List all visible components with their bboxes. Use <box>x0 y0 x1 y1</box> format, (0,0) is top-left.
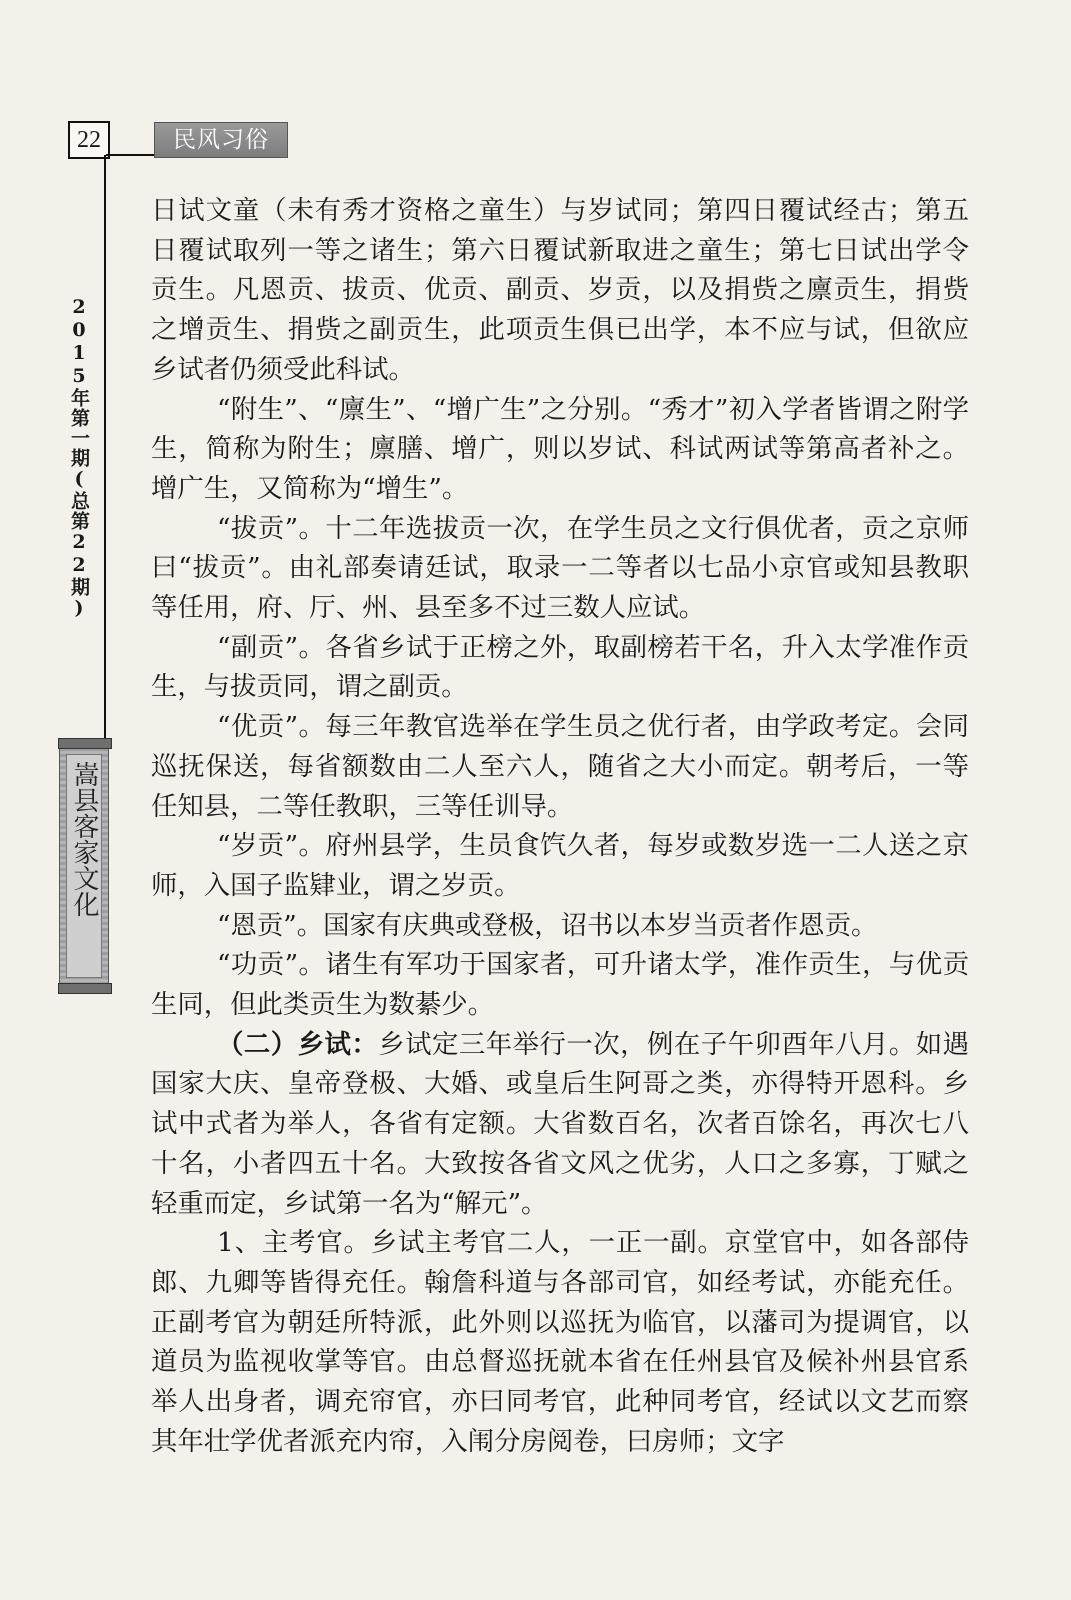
article-body <box>151 191 969 1462</box>
scroll-panel <box>66 754 102 978</box>
page-number: 22 <box>68 121 110 159</box>
paragraph: “拔贡”。十二年选拔贡一次，在学生员之文行俱优者，贡之京师曰“拔贡”。由礼部奏请廷试，取录一二等者以七品小京官或知县教职等任用，府、厅、州、县至多不过三数人应试。 <box>151 512 969 624</box>
paragraph: “岁贡”。府州县学，生员食饩久者，每岁或数岁选一二人送之京师，入国子监肄业，谓之岁贡。 <box>151 830 969 901</box>
paragraph: （二）乡试：乡试定三年举行一次，例在子午卯酉年八月。如遇国家大庆、皇帝登极、大婚、或皇后生阿哥之类，亦得特开恩科。乡试中式者为举人，各省有定额。大省数百名，次者百馀名，再次七八十名，小者四五十名。大致按各省文风之优劣，人口之多寡，丁赋之轻重而定，乡试第一名为“解元”。 <box>151 1028 970 1219</box>
section-title: 民风习俗 <box>154 122 288 158</box>
logo-calligraphy: 嵩县客家文化 <box>69 761 99 917</box>
paragraph: 日试文童（未有秀才资格之童生）与岁试同；第四日覆试经古；第五日覆试取列一等之诸生；第六日覆试新取进之童生；第七日试出学令贡生。凡恩贡、拔贡、优贡、副贡、岁贡，以及捐赀之廪贡生，捐赀之增贡生、捐赀之副贡生，此项贡生俱已出学，本不应与试，但欲应乡试者仍须受此科试。 <box>151 195 969 385</box>
paragraph: 1、主考官。乡试主考官二人，一正一副。京堂官中，如各部侍郎、九卿等皆得充任。翰詹科道与各部司官，如经考试，亦能充任。正副考官为朝廷所特派，此外则以巡抚为临官，以藩司为提调官，以道员为监视收掌等官。由总督巡抚就本省在任州县官及候补州县官系举人出身者，调充帘官，亦曰同考官，此种同考官，经试以文艺而察其年壮学优者派充内帘，入闱分房阅卷，曰房师；文字 <box>151 1227 969 1457</box>
margin-rule <box>104 155 106 755</box>
issue-label: 2015年第一期(总第22期) <box>68 296 90 620</box>
scroll-cap-bottom <box>58 983 112 994</box>
scroll-cap-top <box>58 738 112 749</box>
paragraph: “副贡”。各省乡试于正榜之外，取副榜若干名，升入太学准作贡生，与拔贡同，谓之副贡。 <box>151 631 969 703</box>
journal-logo-scroll <box>59 743 109 989</box>
section-heading: （二）乡试： <box>217 1028 379 1060</box>
paragraph: “功贡”。诸生有军功于国家者，可升诸太学，准作贡生，与优贡生同，但此类贡生为数綦少。 <box>151 949 969 1021</box>
paragraph: “优贡”。每三年教官选举在学生员之优行者，由学政考定。会同巡抚保送，每省额数由二人至六人，随省之大小而定。朝考后，一等任知县，二等任教职，三等任训导。 <box>151 711 969 822</box>
paragraph: “恩贡”。国家有庆典或登极，诏书以本岁当贡者作恩贡。 <box>217 909 878 941</box>
paragraph: “附生”、“廪生”、“增广生”之分别。“秀才”初入学者皆谓之附学生，简称为附生；廪膳、增广，则以岁试、科试两试等第高者补之。增广生，又简称为“增生”。 <box>151 393 969 504</box>
header-rule <box>106 154 154 156</box>
